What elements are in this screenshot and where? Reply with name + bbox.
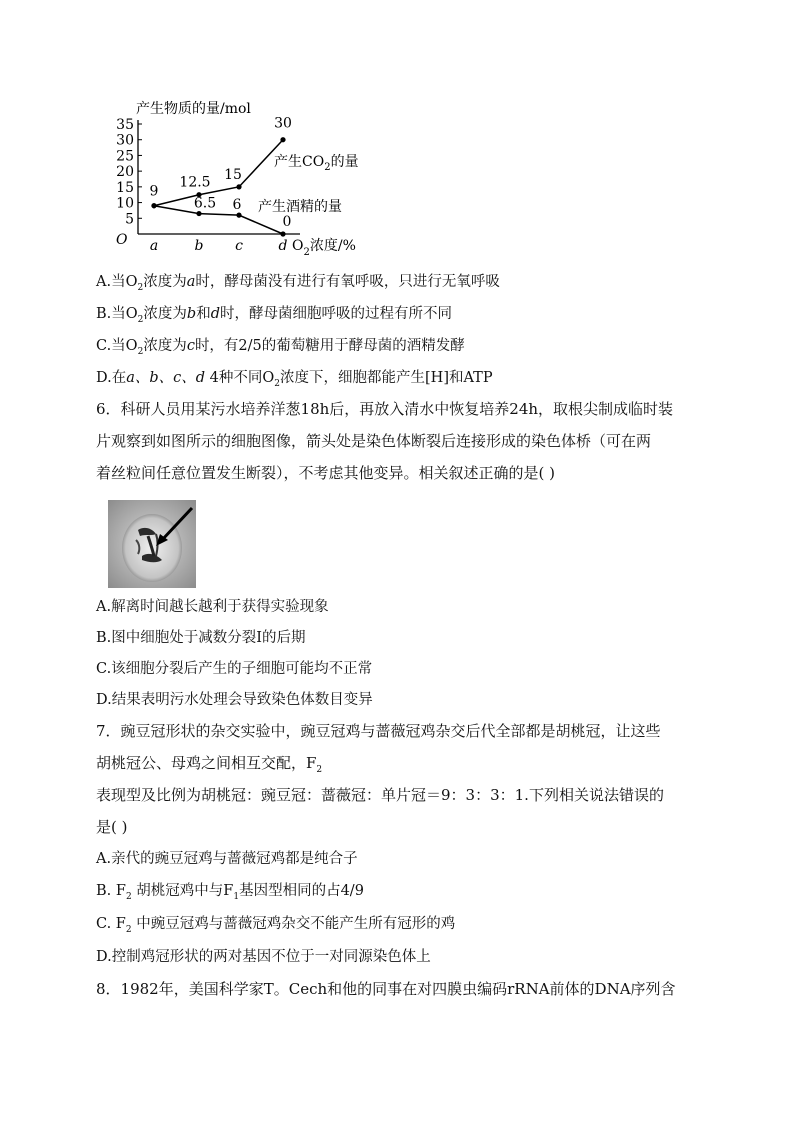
q7-stem-line1: 7．豌豆冠形状的杂交实验中，豌豆冠鸡与蔷薇冠鸡杂交后代全部都是胡桃冠，让这些	[96, 722, 661, 740]
q7-option-a: A.亲代的豌豆冠鸡与蔷薇冠鸡都是纯合子	[96, 851, 358, 867]
q7-stem-line2: 胡桃冠公、母鸡之间相互交配，$F_2$	[96, 754, 323, 775]
q7-stem-line4: 是( )	[96, 818, 128, 836]
x-tick-label: c	[235, 238, 243, 254]
data-point	[280, 231, 285, 236]
q5-option-d: D.在a、b、c、d 4种不同$O_2$浓度下，细胞都能产生[H]和ATP	[96, 370, 493, 389]
chart-axes	[138, 120, 300, 234]
y-tick-label: 25	[116, 148, 134, 165]
q6-stem-line1: 6．科研人员用某污水培养洋葱18h后，再放入清水中恢复培养24h，取根尖制成临时装	[96, 400, 674, 418]
data-label: 6.5	[193, 195, 217, 212]
data-label: 9	[149, 183, 159, 200]
q7-option-c: C. $F_2$ 中豌豆冠鸡与蔷薇冠鸡杂交不能产生所有冠形的鸡	[96, 916, 456, 935]
q5-option-b: B.当$O_2$浓度为b和d时，酵母菌细胞呼吸的过程有所不同	[96, 306, 452, 325]
series-line-0	[154, 140, 283, 206]
q7-stem-line3: 表现型及比例为胡桃冠：豌豆冠：蔷薇冠：单片冠＝9：3：3：1.下列相关说法错误的	[96, 786, 664, 804]
y-tick-label: 5	[125, 211, 134, 228]
oxygen-chart	[108, 96, 378, 260]
q6-option-d: D.结果表明污水处理会导致染色体数目变异	[96, 692, 373, 708]
y-tick-label: 20	[116, 164, 134, 181]
q7-option-b: B. $F_2$ 胡桃冠鸡中与$F_1$基因型相同的占4/9	[96, 883, 364, 902]
series-label-alcohol: 产生酒精的量	[258, 199, 342, 215]
q7-option-d: D.控制鸡冠形状的两对基因不位于一对同源染色体上	[96, 949, 431, 965]
x-tick-label: a	[149, 238, 159, 254]
x-tick-label: d	[278, 238, 288, 254]
data-label: 15	[224, 166, 242, 183]
data-point	[196, 211, 201, 216]
chart-series	[150, 116, 292, 237]
q6-stem-line3: 着丝粒间任意位置发生断裂），不考虑其他变异。相关叙述正确的是( )	[96, 464, 555, 482]
y-tick-label: 30	[116, 132, 134, 149]
q5-option-a: A.当$O_2$浓度为a时，酵母菌没有进行有氧呼吸，只进行无氧呼吸	[96, 274, 500, 293]
y-axis-label: 产生物质的量/mol	[136, 101, 251, 117]
origin-label: O	[116, 232, 128, 248]
data-point	[280, 137, 285, 142]
q6-option-b: B.图中细胞处于减数分裂I的后期	[96, 630, 306, 646]
data-point	[151, 203, 156, 208]
data-point	[236, 184, 241, 189]
x-tick-label: b	[194, 238, 204, 254]
data-label: 12.5	[179, 174, 211, 191]
x-ticks	[150, 238, 288, 254]
chromosome-bridge-micrograph	[108, 500, 196, 588]
data-label: 0	[282, 214, 292, 230]
data-label: 30	[274, 115, 292, 132]
q6-option-c: C.该细胞分裂后产生的子细胞可能均不正常	[96, 661, 373, 677]
series-label-co2: 产生$CO_2$的量	[274, 154, 359, 173]
y-tick-label: 10	[116, 195, 134, 212]
q6-option-a: A.解离时间越长越利于获得实验现象	[96, 599, 329, 615]
q6-stem-line2: 片观察到如图所示的细胞图像，箭头处是染色体断裂后连接形成的染色体桥（可在两	[96, 432, 652, 450]
y-tick-label: 35	[116, 117, 134, 133]
data-point	[236, 213, 241, 218]
data-label: 6	[232, 197, 242, 214]
y-tick-label: 15	[116, 179, 134, 196]
q5-option-c: C.当$O_2$浓度为c时，有2/5的葡萄糖用于酵母菌的酒精发酵	[96, 338, 465, 357]
x-axis-label: $O_2$浓度/%	[292, 238, 356, 258]
q8-stem-line1: 8．1982年，美国科学家T。Cech和他的同事在对四膜虫编码rRNA前体的DNA序列含	[96, 980, 676, 998]
